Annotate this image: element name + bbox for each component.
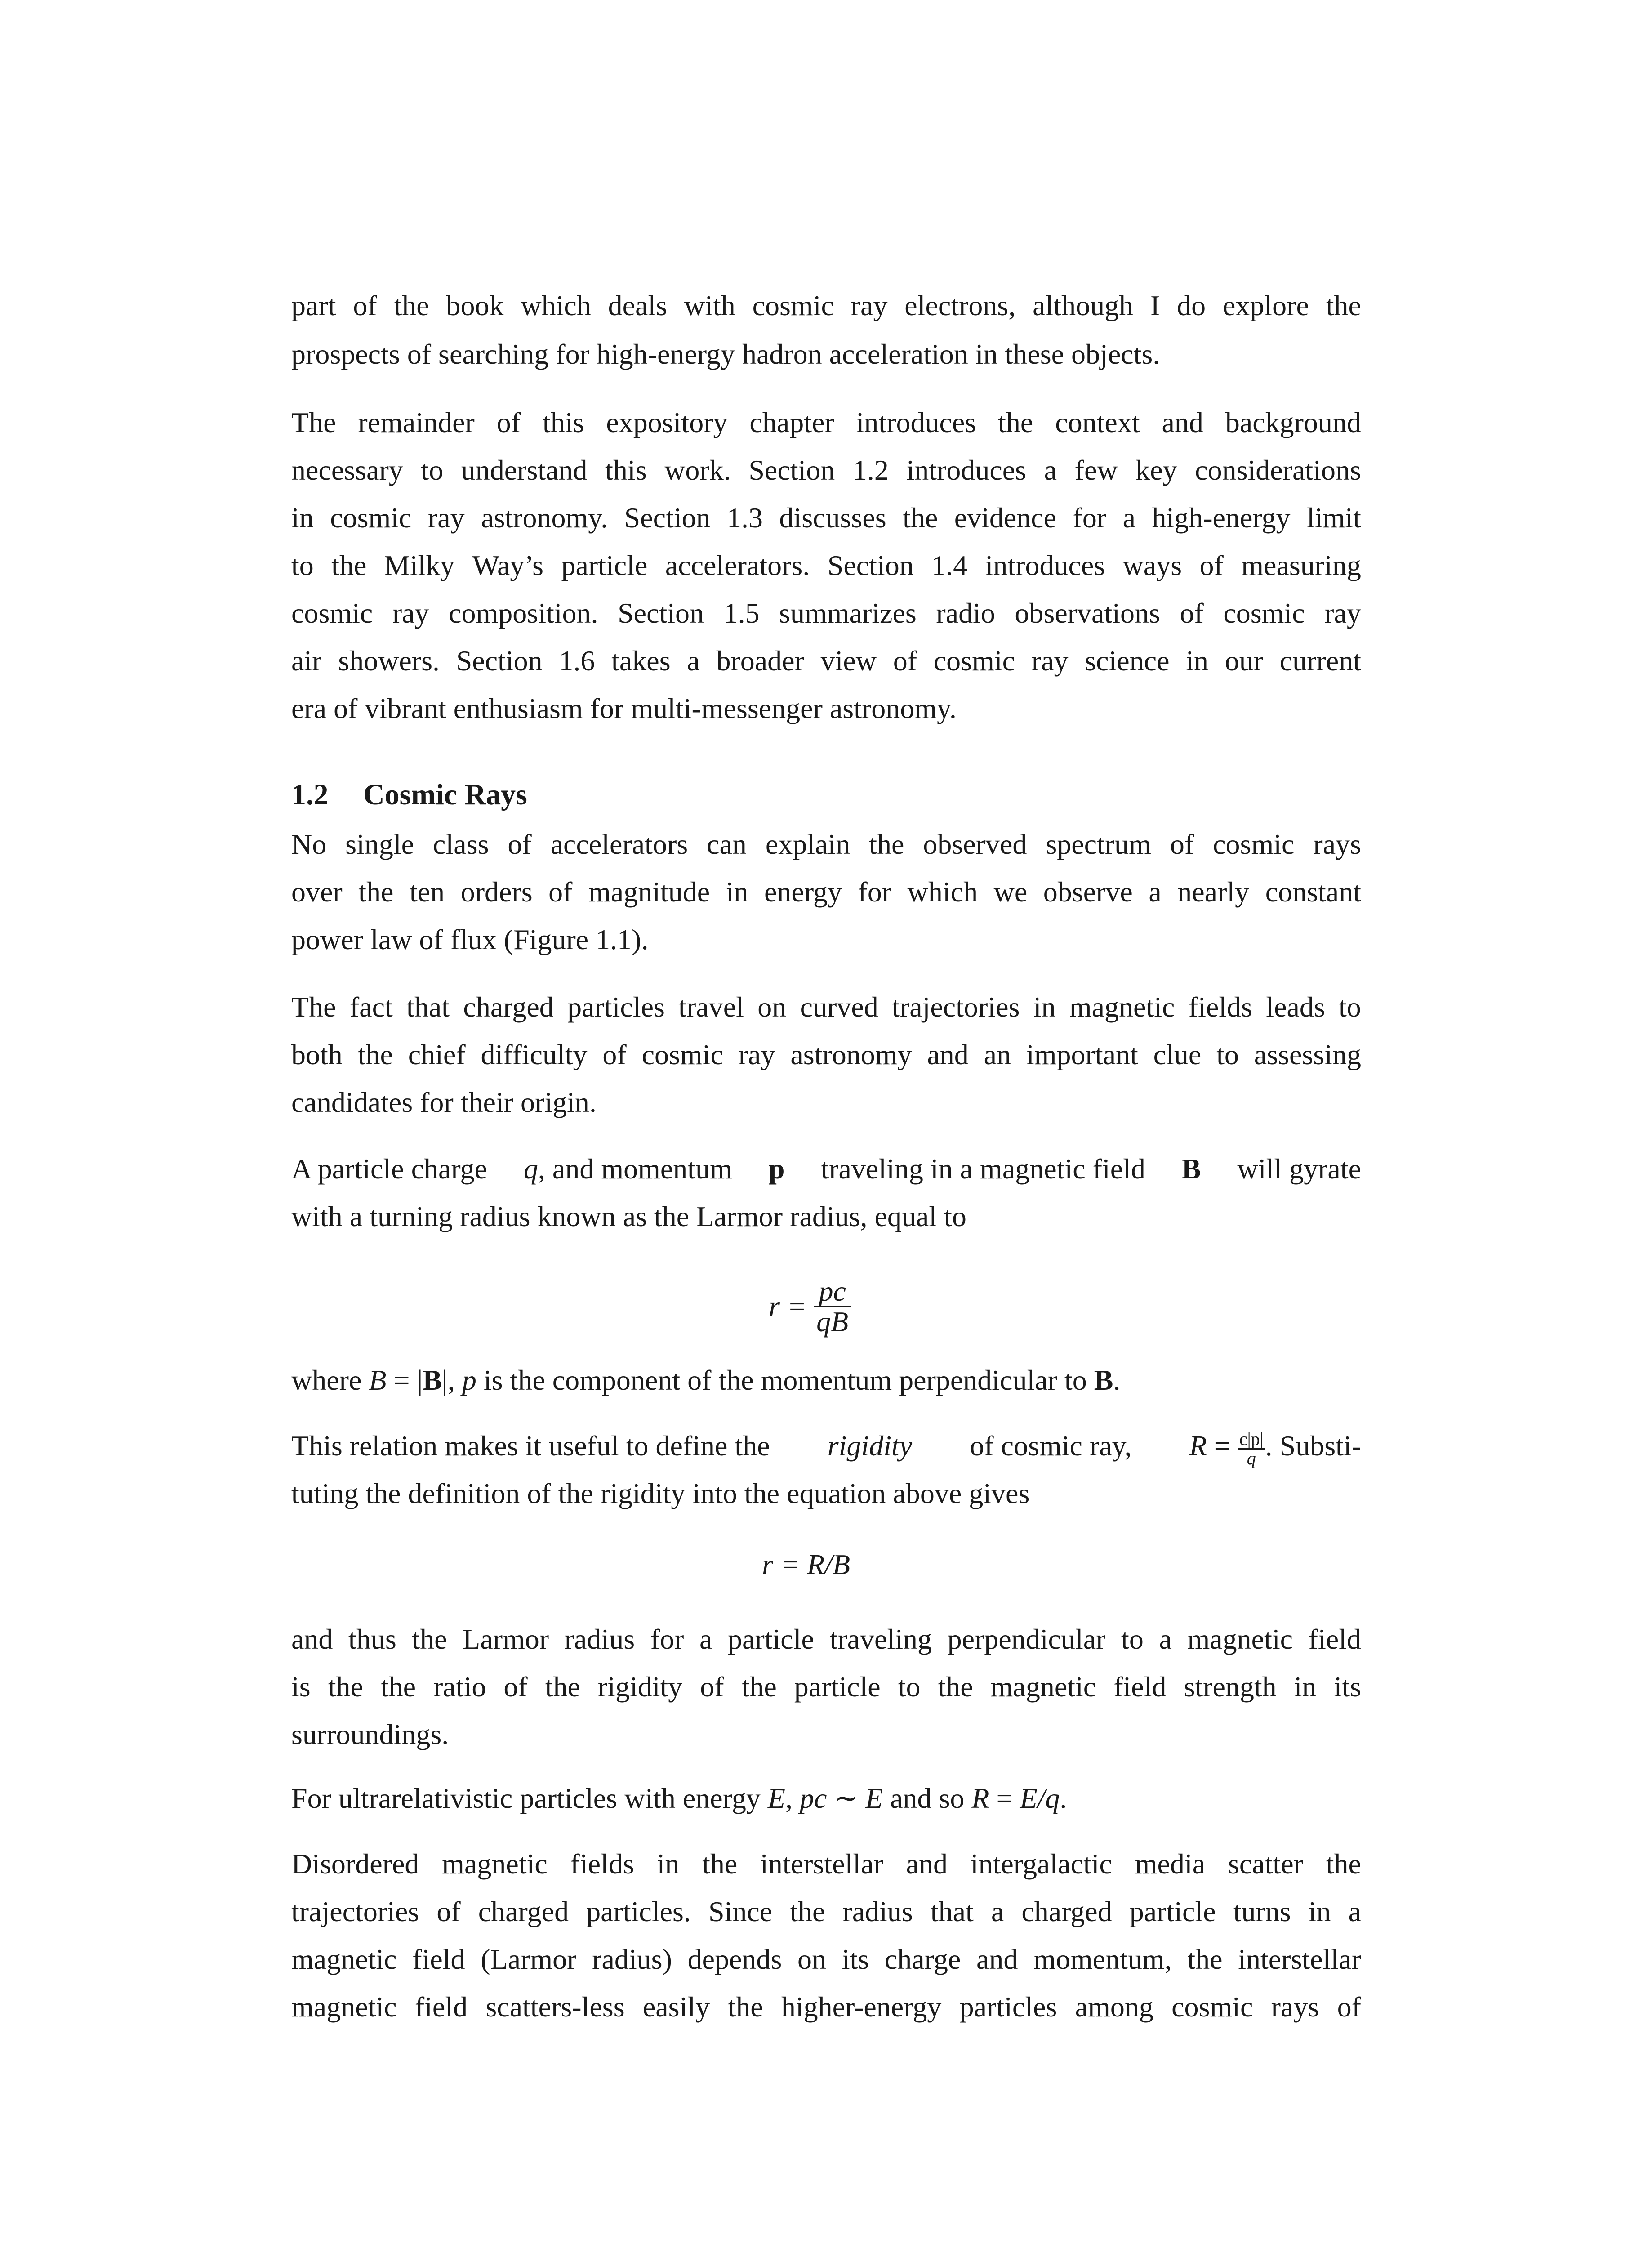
word: observe: [1043, 876, 1133, 908]
word: electrons,: [904, 290, 1016, 321]
word: of: [1170, 828, 1194, 860]
word: momentum,: [1033, 1943, 1172, 1975]
word: is: [291, 1671, 311, 1703]
word: Section: [618, 597, 704, 629]
word: observations: [1015, 597, 1160, 629]
fraction-numerator: pc: [814, 1277, 851, 1307]
word: charged: [478, 1896, 569, 1927]
word: with: [684, 290, 735, 321]
word: ten: [409, 876, 445, 908]
word: a: [687, 645, 700, 677]
word: accelerators.: [665, 549, 810, 581]
word: radius: [564, 1623, 635, 1655]
text-line: [291, 1894, 1361, 1930]
word: particles.: [586, 1896, 691, 1927]
word: of: [602, 1039, 627, 1070]
section-title: Cosmic Rays: [363, 778, 527, 811]
text-line: where B = |B|, p is the component of the momentum perpendicular to B.: [291, 1364, 1121, 1396]
word: a: [991, 1896, 1004, 1927]
word: of: [1199, 549, 1224, 581]
word: cosmic: [330, 502, 412, 534]
text-line: For ultrarelativistic particles with energy E, pc ∼ E and so R = E/q.: [291, 1782, 1067, 1814]
word: in: [1033, 991, 1056, 1023]
word: few: [1074, 454, 1118, 486]
word: assessing: [1254, 1039, 1361, 1070]
word: ray: [850, 290, 888, 321]
word: depends: [687, 1943, 782, 1975]
word: to: [1121, 1623, 1144, 1655]
word: of: [436, 1896, 461, 1927]
word: introduces: [856, 406, 976, 438]
word: although: [1033, 290, 1134, 321]
text-run: traveling in a magnetic field: [821, 1153, 1145, 1185]
word: trajectories: [892, 991, 1020, 1023]
word: radius: [842, 1896, 913, 1927]
word: No: [291, 828, 327, 860]
word: the: [380, 1671, 416, 1703]
word: the: [545, 1671, 580, 1703]
word: scatters-less: [485, 1991, 625, 2023]
word: in: [726, 876, 748, 908]
text-line: [291, 1428, 1361, 1467]
word: particle: [561, 549, 648, 581]
word: Disordered: [291, 1848, 419, 1880]
word: part: [291, 290, 336, 321]
text-run: of cosmic ray,: [970, 1430, 1132, 1462]
word: background: [1225, 406, 1361, 438]
word: 1.6: [559, 645, 595, 677]
word: understand: [461, 454, 588, 486]
word: do: [1177, 290, 1206, 321]
word: over: [291, 876, 343, 908]
word: the: [394, 290, 429, 321]
word: magnetic: [442, 1848, 548, 1880]
text-line: [291, 1621, 1361, 1657]
word: fields: [1188, 991, 1252, 1023]
word: that: [406, 991, 450, 1023]
text-line: power law of flux (Figure 1.1).: [291, 923, 649, 955]
word: The: [291, 406, 336, 438]
word: in: [1294, 1671, 1317, 1703]
word: for: [1073, 502, 1107, 534]
inline-fraction-numerator: c|p|: [1238, 1430, 1265, 1450]
word: class: [433, 828, 489, 860]
word: among: [1075, 1991, 1153, 2023]
word: traveling: [829, 1623, 932, 1655]
equation-fraction: [814, 1277, 851, 1336]
word: field: [414, 1991, 468, 2023]
word: magnetic: [990, 1671, 1096, 1703]
word: the: [702, 1848, 738, 1880]
word: the: [728, 1991, 763, 2023]
word: leads: [1266, 991, 1325, 1023]
word: deals: [608, 290, 668, 321]
word: Section: [624, 502, 711, 534]
word: orders: [460, 876, 533, 908]
word: takes: [611, 645, 671, 677]
word: travel: [678, 991, 744, 1023]
word: spectrum: [1046, 828, 1151, 860]
word: chief: [408, 1039, 466, 1070]
text-line: [291, 405, 1361, 441]
text-line: [291, 1151, 1361, 1187]
word: single: [345, 828, 414, 860]
word: which: [907, 876, 978, 908]
word: a: [1149, 876, 1162, 908]
word: its: [1334, 1671, 1361, 1703]
word: in: [1186, 645, 1208, 677]
word: magnetic: [1187, 1623, 1293, 1655]
text-line: with a turning radius known as the Larmor radius, equal to: [291, 1200, 966, 1232]
word: the: [1326, 290, 1361, 321]
word: and: [976, 1943, 1018, 1975]
text-line: [291, 500, 1361, 536]
word: constant: [1265, 876, 1361, 908]
word: Section: [456, 645, 543, 677]
text-line: [291, 1846, 1361, 1882]
word: the: [869, 828, 904, 860]
word: to: [1216, 1039, 1239, 1070]
word: the: [331, 549, 367, 581]
word: broader: [716, 645, 804, 677]
text-line: prospects of searching for high-energy hadron acceleration in these objects.: [291, 338, 1160, 370]
word: limit: [1306, 502, 1361, 534]
word: I: [1150, 290, 1160, 321]
word: Section: [748, 454, 835, 486]
word: this: [605, 454, 647, 486]
word: introduces: [985, 549, 1105, 581]
word: ray: [1324, 597, 1361, 629]
word: explore: [1222, 290, 1309, 321]
word: the: [998, 406, 1033, 438]
word: which: [521, 290, 591, 321]
text-line: [291, 643, 1361, 679]
word: the: [357, 1039, 393, 1070]
word: a: [699, 1623, 712, 1655]
word: the: [790, 1896, 825, 1927]
word: discusses: [779, 502, 886, 534]
word: composition.: [449, 597, 598, 629]
word: particle: [728, 1623, 814, 1655]
word: field: [412, 1943, 465, 1975]
word: magnitude: [588, 876, 710, 908]
word: and: [291, 1623, 333, 1655]
text-line: [291, 1037, 1361, 1073]
word: cosmic: [933, 645, 1015, 677]
word: higher-energy: [781, 1991, 942, 2023]
word: evidence: [954, 502, 1057, 534]
word: 1.5: [723, 597, 760, 629]
word: clue: [1153, 1039, 1202, 1070]
word: chapter: [749, 406, 834, 438]
word: field: [1113, 1671, 1167, 1703]
word: Way’s: [472, 549, 544, 581]
inline-fraction: [1238, 1430, 1265, 1467]
word: to: [421, 454, 444, 486]
text-line: [291, 548, 1361, 584]
word: charged: [1021, 1896, 1112, 1927]
word: energy: [764, 876, 842, 908]
word: that: [930, 1896, 974, 1927]
word: of: [700, 1671, 724, 1703]
word: of: [893, 645, 917, 677]
word: current: [1279, 645, 1361, 677]
word: cosmic: [752, 290, 834, 321]
word: the: [1187, 1943, 1223, 1975]
word: ratio: [433, 1671, 486, 1703]
word: 1.4: [931, 549, 968, 581]
word: rays: [1313, 828, 1361, 860]
word: air: [291, 645, 322, 677]
word: magnetic: [291, 1991, 397, 2023]
word: particles: [959, 1991, 1057, 2023]
word: remainder: [358, 406, 475, 438]
word: showers.: [338, 645, 440, 677]
word: a: [1122, 502, 1135, 534]
word: work.: [664, 454, 731, 486]
rigidity-term: rigidity: [827, 1430, 913, 1462]
equation-larmor: [769, 1277, 851, 1336]
text-line: [291, 288, 1361, 324]
text-line: era of vibrant enthusiasm for multi-messenger astronomy.: [291, 692, 957, 724]
word: intergalactic: [970, 1848, 1112, 1880]
word: of: [508, 828, 532, 860]
word: its: [842, 1943, 869, 1975]
word: Section: [827, 549, 914, 581]
word: trajectories: [291, 1896, 419, 1927]
word: interstellar: [1238, 1943, 1361, 1975]
text-line: [291, 1941, 1361, 1977]
word: accelerators: [550, 828, 688, 860]
word: nearly: [1177, 876, 1250, 908]
word: explain: [765, 828, 850, 860]
word: of: [503, 1671, 528, 1703]
word: for: [650, 1623, 684, 1655]
word: fact: [349, 991, 393, 1023]
word: of: [496, 406, 521, 438]
word: high-energy: [1152, 502, 1291, 534]
word: fields: [570, 1848, 634, 1880]
word: ways: [1122, 549, 1182, 581]
word: a: [1348, 1896, 1361, 1927]
word: of: [1337, 1991, 1361, 2023]
text-line: [291, 1669, 1361, 1705]
text-line: surroundings.: [291, 1718, 449, 1750]
section-number: 1.2: [291, 778, 329, 811]
word: of: [1180, 597, 1204, 629]
section-heading: [291, 777, 527, 813]
word: cosmic: [1223, 597, 1305, 629]
word: particles: [567, 991, 665, 1023]
word: necessary: [291, 454, 403, 486]
word: measuring: [1241, 549, 1361, 581]
word: ray: [1031, 645, 1069, 677]
word: turns: [1233, 1896, 1291, 1927]
word: media: [1135, 1848, 1206, 1880]
word: the: [358, 876, 394, 908]
word: (Larmor: [481, 1943, 577, 1975]
word: to: [1339, 991, 1361, 1023]
word: interstellar: [760, 1848, 883, 1880]
word: 1.2: [852, 454, 889, 486]
word: radius): [592, 1943, 672, 1975]
word: we: [993, 876, 1028, 908]
word: both: [291, 1039, 343, 1070]
word: the: [938, 1671, 973, 1703]
word: particle: [1129, 1896, 1216, 1927]
word: our: [1225, 645, 1264, 677]
word: introduces: [906, 454, 1027, 486]
word: context: [1055, 406, 1140, 438]
equation-rigidity-radius: r = R/B: [762, 1548, 850, 1580]
word: cosmic: [291, 597, 373, 629]
word: Larmor: [463, 1623, 549, 1655]
equation-lhs: r =: [769, 1290, 807, 1322]
word: and: [906, 1848, 948, 1880]
math-B: B: [1181, 1153, 1201, 1185]
word: curved: [800, 991, 878, 1023]
word: view: [820, 645, 877, 677]
text-run: This relation makes it useful to define the: [291, 1430, 770, 1462]
word: of: [548, 876, 573, 908]
word: 1.3: [726, 502, 763, 534]
text-line: [291, 452, 1361, 488]
word: to: [898, 1671, 921, 1703]
word: Since: [708, 1896, 773, 1927]
word: the: [1326, 1848, 1361, 1880]
math-q: q, and momentum: [523, 1153, 732, 1185]
word: rigidity: [597, 1671, 683, 1703]
word: a: [1159, 1623, 1172, 1655]
word: in: [657, 1848, 680, 1880]
word: considerations: [1195, 454, 1361, 486]
word: expository: [606, 406, 728, 438]
word: book: [446, 290, 504, 321]
text-line: [291, 826, 1361, 862]
word: key: [1135, 454, 1177, 486]
word: charge: [884, 1943, 961, 1975]
word: cosmic: [1213, 828, 1295, 860]
word: The: [291, 991, 336, 1023]
word: summarizes: [779, 597, 917, 629]
word: and: [927, 1039, 969, 1070]
math-p: p: [768, 1153, 785, 1185]
rigidity-formula: R = $\frac{c|p|}{q}$ . Substi-: [1189, 1428, 1361, 1468]
text-line: candidates for their origin.: [291, 1086, 597, 1118]
word: a: [1044, 454, 1057, 486]
word: and: [1162, 406, 1203, 438]
word: for: [858, 876, 892, 908]
text-line: tuting the definition of the rigidity into the equation above gives: [291, 1477, 1030, 1509]
word: rays: [1271, 1991, 1319, 2023]
word: scatter: [1228, 1848, 1303, 1880]
fraction-denominator: qB: [816, 1306, 849, 1338]
word: field: [1308, 1623, 1361, 1655]
word: an: [984, 1039, 1011, 1070]
word: charged: [463, 991, 554, 1023]
word: astronomy.: [481, 502, 608, 534]
text-line: [291, 595, 1361, 631]
word: to: [291, 549, 314, 581]
word: perpendicular: [947, 1623, 1106, 1655]
word: ray: [738, 1039, 775, 1070]
word: cosmic: [1171, 1991, 1253, 2023]
word: magnetic: [1069, 991, 1175, 1023]
word: the: [903, 502, 938, 534]
word: difficulty: [481, 1039, 588, 1070]
word: astronomy: [790, 1039, 912, 1070]
word: can: [707, 828, 747, 860]
word: this: [542, 406, 584, 438]
word: thus: [348, 1623, 396, 1655]
word: ray: [427, 502, 465, 534]
word: Milky: [384, 549, 455, 581]
text-line: [291, 874, 1361, 910]
word: in: [291, 502, 314, 534]
text-line: [291, 1989, 1361, 2025]
word: on: [757, 991, 787, 1023]
text-line: [291, 989, 1361, 1025]
text-run: A particle charge: [291, 1153, 487, 1185]
word: on: [797, 1943, 827, 1975]
word: strength: [1184, 1671, 1277, 1703]
word: easily: [642, 1991, 710, 2023]
word: particle: [794, 1671, 881, 1703]
word: ray: [392, 597, 429, 629]
word: science: [1085, 645, 1170, 677]
word: observed: [923, 828, 1027, 860]
word: magnetic: [291, 1943, 397, 1975]
word: the: [412, 1623, 447, 1655]
word: the: [328, 1671, 363, 1703]
word: of: [353, 290, 377, 321]
word: the: [741, 1671, 777, 1703]
word: important: [1026, 1039, 1138, 1070]
word: radio: [936, 597, 995, 629]
word: in: [1308, 1896, 1331, 1927]
word: cosmic: [641, 1039, 723, 1070]
inline-fraction-denominator: q: [1247, 1448, 1256, 1468]
text-run: will gyrate: [1237, 1153, 1361, 1185]
